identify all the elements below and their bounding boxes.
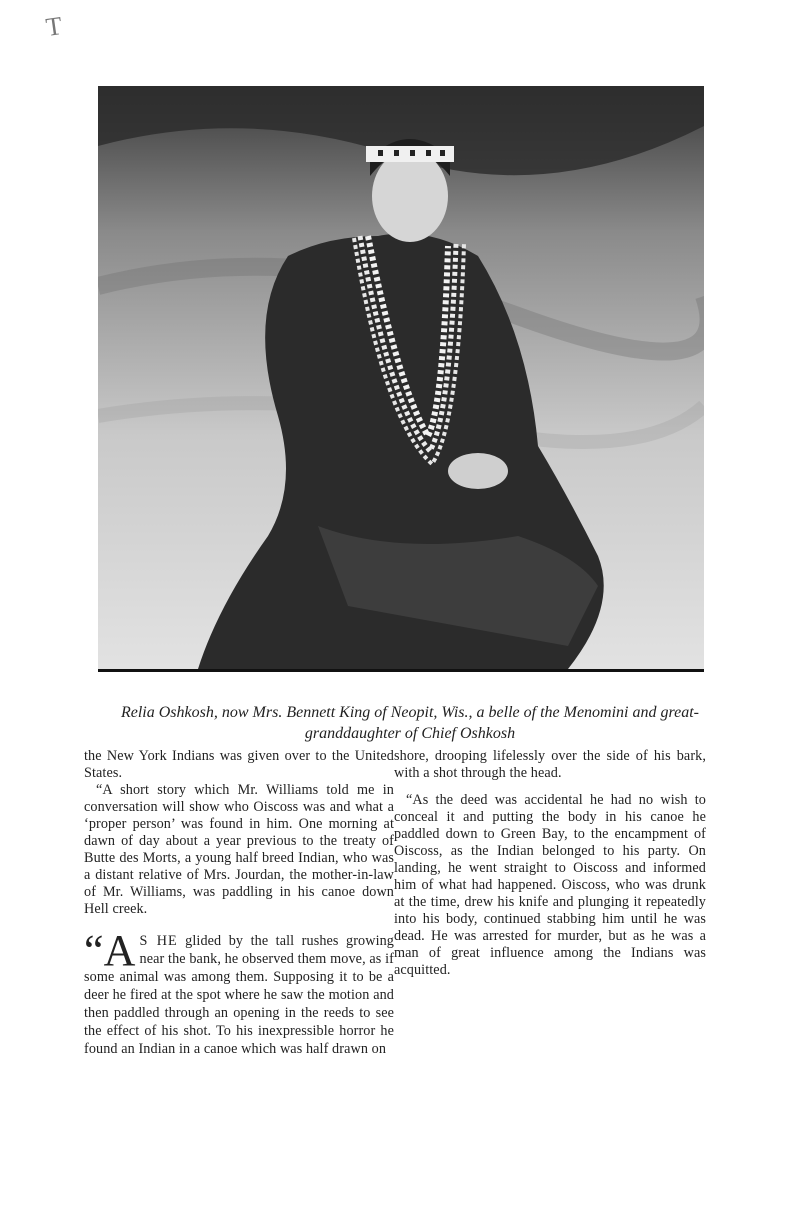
portrait-photo-image	[98, 86, 704, 669]
photo-caption: Relia Oshkosh, now Mrs. Bennett King of Neopit, Wis., a belle of the Menomini and great-granddaughter of Chief Oshkosh	[120, 704, 699, 742]
left-column	[84, 748, 394, 1058]
corner-mark: T	[43, 11, 64, 42]
right-column	[394, 748, 706, 979]
dropcap: “A	[84, 926, 136, 975]
left-paragraph-3	[84, 926, 394, 1058]
left-paragraph-1: the New York Indians was given over to the United States.	[84, 748, 394, 781]
right-paragraph-1: shore, drooping lifelessly over the side of his bark, with a shot through the head.	[394, 748, 706, 781]
left-paragraph-2: “A short story which Mr. Williams told me in conversation will show who Oiscoss was and what a ‘proper person’ was found in him. One morning at dawn of day about a year previous to the treaty of Butte des Morts, a young half breed Indian, who was a distant relative of Mrs. Jourdan, the mother-in-law of Mr. Williams, was paddling in his canoe down Hell creek.	[84, 782, 394, 917]
portrait-photo	[98, 86, 704, 672]
left-paragraph-3-text: glided by the tall rushes growing near the bank, he observed them move, as if some animal was among them. Supposing it to be a deer he fired at the spot where he saw the motion and then paddled through an opening in the reeds to see the effect of his shot. To his inexpressible horror he found an Indian in a canoe which was half drawn on	[84, 933, 394, 1057]
right-paragraph-2: “As the deed was accidental he had no wish to conceal it and putting the body in his canoe he paddled down to Green Bay, to the encampment of Oiscoss, as the Indian belonged to his party. On landing, he went straight to Oiscoss and informed him of what had happened. Oiscoss, who was drunk at the time, drew his knife and plunging it repeatedly into his body, continued stabbing him until he was dead. He was arrested for murder, but as he was a man of great influence among the Indians was acquitted.	[394, 792, 706, 978]
smallcaps-lead: S HE	[139, 933, 178, 949]
